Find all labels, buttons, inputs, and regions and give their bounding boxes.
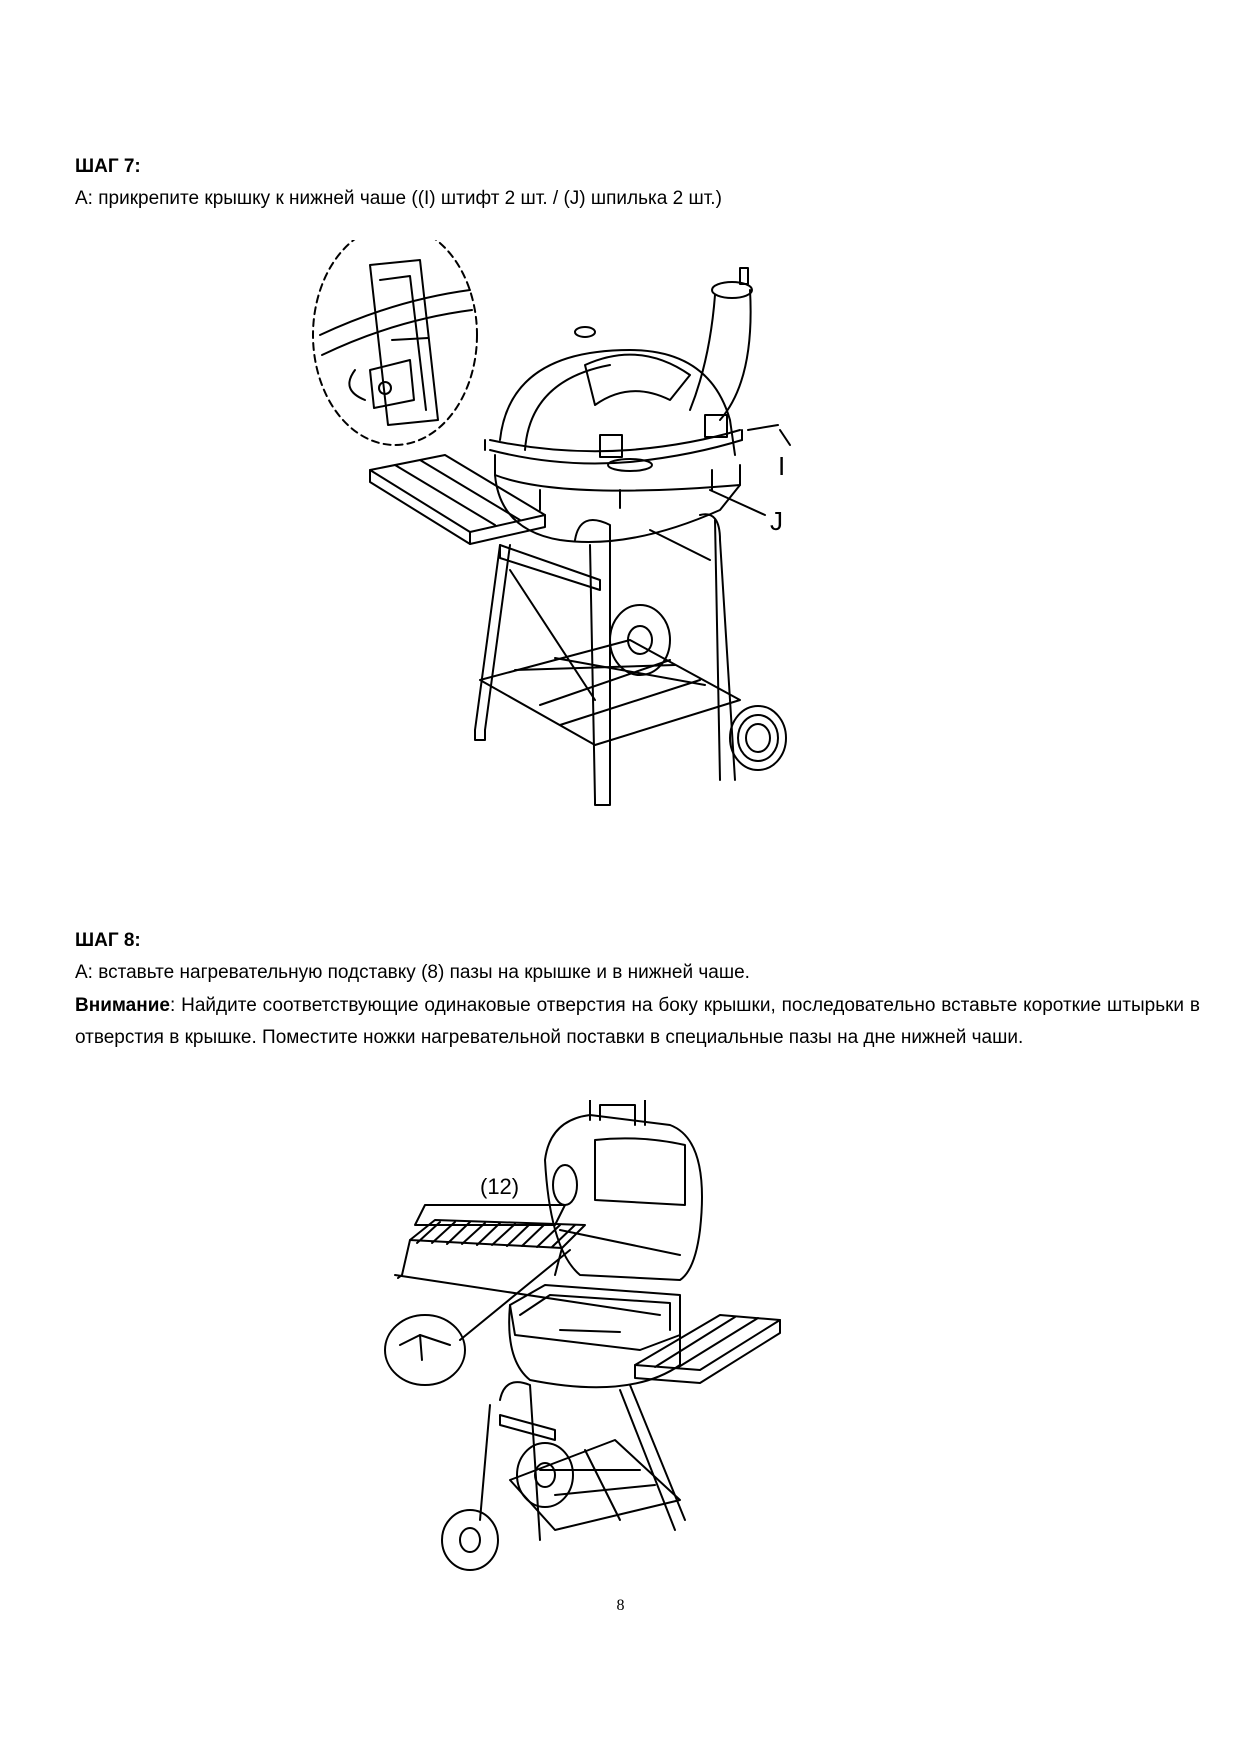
- pin-label-I: I: [778, 451, 786, 481]
- step7-title: ШАГ 7:: [75, 156, 141, 177]
- rack-label: (12): [480, 1174, 520, 1199]
- grill-cart: [475, 514, 740, 805]
- lower-bowl: [509, 1285, 680, 1387]
- warming-rack: [395, 1205, 660, 1315]
- step7-instruction: A: прикрепите крышку к нижней чаше ((I) штифт 2 шт. / (J) шпилька 2 шт.): [75, 188, 722, 209]
- page-number: 8: [616, 1597, 625, 1614]
- step8-figure: [380, 1100, 880, 1600]
- open-lid: [545, 1100, 702, 1280]
- step8-note-text: : Найдите соответствующие одинаковые отверстия на боку крышки, последовательно вставьте короткие штырьки в отверстия в крышке. Поместите ножки нагревательной поставки в специальные пазы на дне нижней чаши.: [75, 995, 1200, 1048]
- step8-note: [75, 990, 1200, 1054]
- grill-lid: [485, 327, 742, 464]
- step8-note-label: Внимание: [75, 995, 170, 1016]
- hinge-detail-callout: [313, 240, 477, 445]
- pin-I: [748, 425, 790, 445]
- step8-cart: [480, 1382, 685, 1540]
- rack-slot-detail: [385, 1250, 570, 1385]
- step8-instruction: A: вставьте нагревательную подставку (8) пазы на крышке и в нижней чаше.: [75, 962, 750, 983]
- step7-figure: [310, 240, 890, 895]
- step8-wheels: [442, 1443, 573, 1570]
- cart-wheels: [610, 605, 786, 770]
- clip-label-J: J: [770, 506, 783, 536]
- step8-title: ШАГ 8:: [75, 930, 141, 951]
- side-shelf: [370, 455, 545, 544]
- grill-bowl: [495, 415, 740, 542]
- step8-side-shelf: [635, 1315, 780, 1383]
